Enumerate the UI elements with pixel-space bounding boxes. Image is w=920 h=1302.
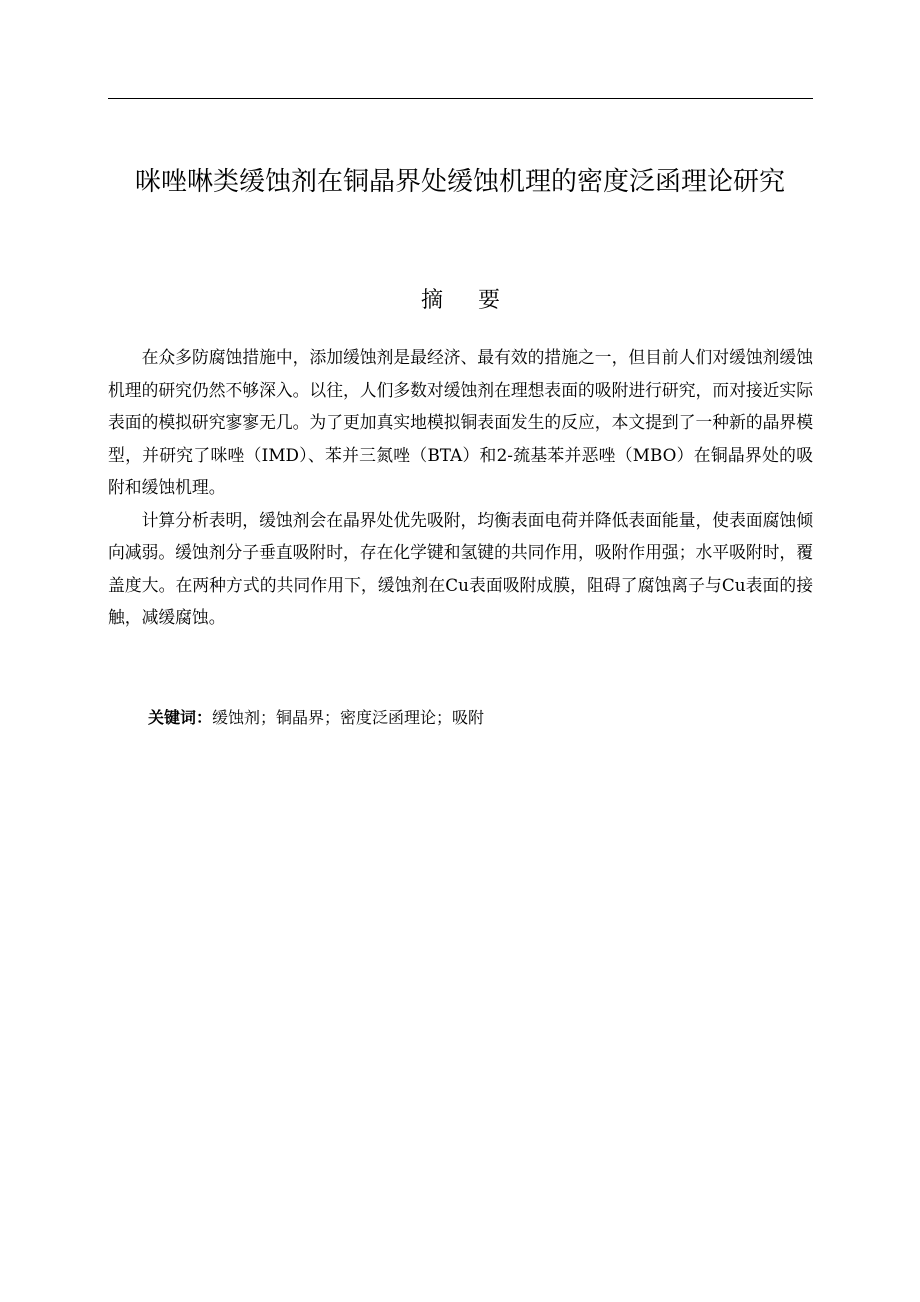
abstract-paragraph-2: 计算分析表明，缓蚀剂会在晶界处优先吸附，均衡表面电荷并降低表面能量，使表面腐蚀倾向减弱。缓蚀剂分子垂直吸附时，存在化学键和氢键的共同作用，吸附作用强；水平吸附时，覆盖度大。在两种方式的共同作用下，缓蚀剂在Cu表面吸附成膜，阻碍了腐蚀离子与Cu表面的接触，减缓腐蚀。: [108, 509, 813, 627]
keywords-line: [148, 702, 808, 734]
keywords-label: 关键词：: [148, 708, 213, 727]
keywords-text: 缓蚀剂；铜晶界；密度泛函理论；吸附: [212, 708, 485, 727]
abstract-body: [108, 341, 813, 634]
abstract-paragraph-1: 在众多防腐蚀措施中，添加缓蚀剂是最经济、最有效的措施之一，但目前人们对缓蚀剂缓蚀机理的研究仍然不够深入。以往，人们多数对缓蚀剂在理想表面的吸附进行研究，而对接近实际表面的模拟研究寥寥无几。为了更加真实地模拟铜表面发生的反应，本文提到了一种新的晶界模型，并研究了咪唑（IMD）、苯并三氮唑（BTA）和2-巯基苯并恶唑（MBO）在铜晶界处的吸附和缓蚀机理。: [108, 347, 813, 497]
document-title: 咪唑啉类缓蚀剂在铜晶界处缓蚀机理的密度泛函理论研究: [134, 167, 785, 197]
abstract-heading: 摘 要: [421, 288, 514, 313]
header-rule: [108, 98, 813, 99]
